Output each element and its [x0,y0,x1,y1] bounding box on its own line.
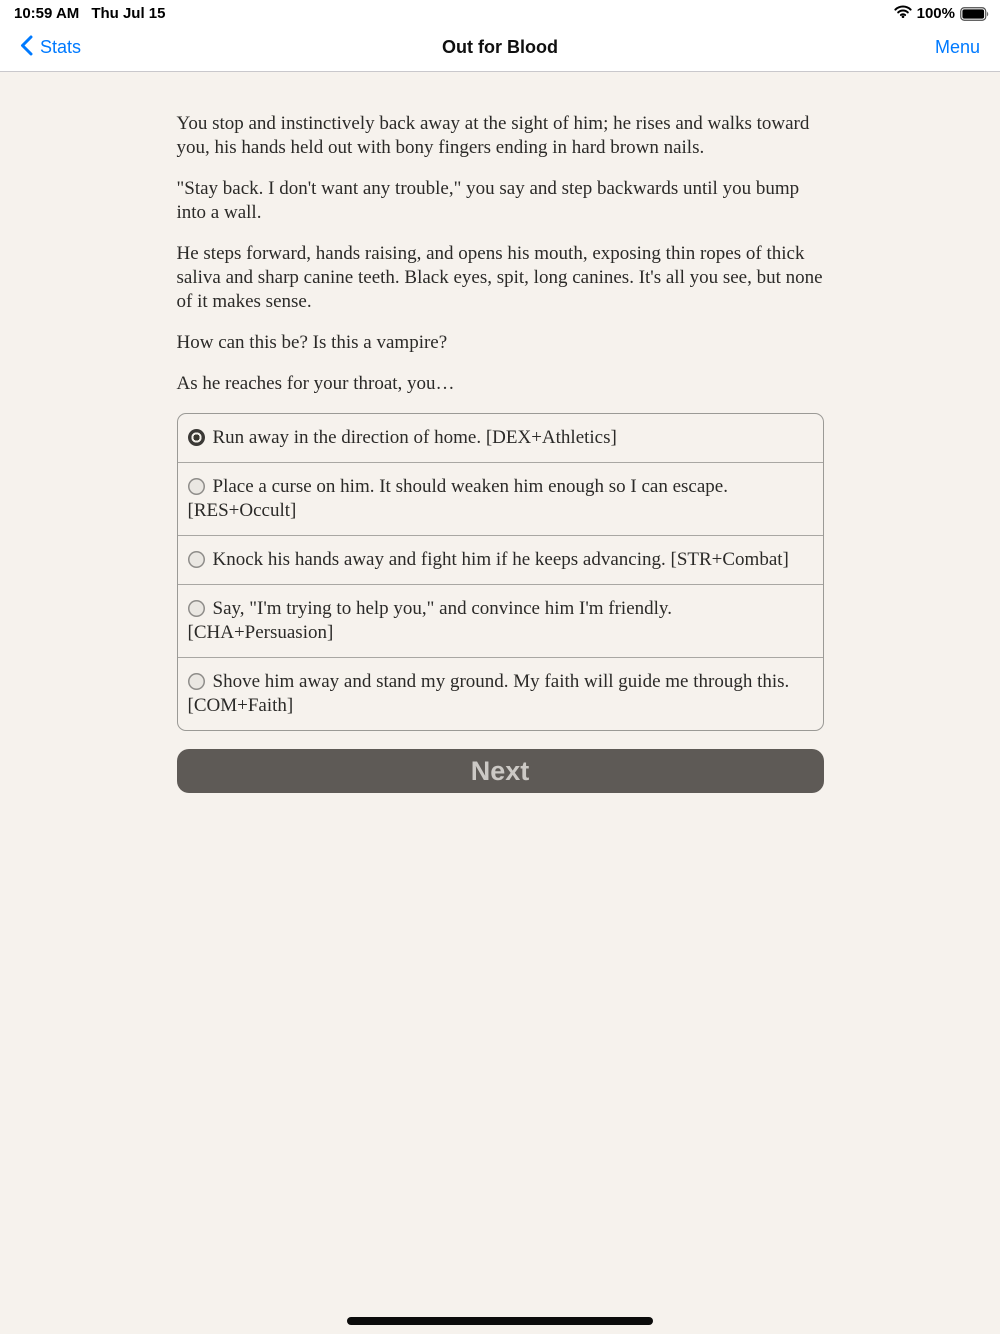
radio-unselected-icon[interactable] [188,478,205,495]
choice-option[interactable] [178,462,823,535]
back-button-label: Stats [40,37,82,57]
choice-option[interactable] [178,535,823,584]
choice-option-label: Place a curse on him. It should weaken him enough so I can escape. [RES+Occult] [187,476,728,521]
story-paragraph: As he reaches for your throat, you… [176,373,455,394]
story-paragraphs [177,112,824,396]
choice-option-label: Knock his hands away and fight him if he keeps advancing. [STR+Combat] [212,549,789,570]
status-bar [0,0,1000,24]
story-paragraph: You stop and instinctively back away at the sight of him; he rises and walks toward you, his hands held out with bony fingers ending in hard brown nails. [176,113,810,158]
choice-option[interactable] [178,657,823,730]
battery-icon [960,7,988,20]
choice-option-label: Run away in the direction of home. [DEX+Athletics] [212,427,617,448]
home-indicator-handle[interactable] [347,1317,653,1325]
story-paragraph: He steps forward, hands raising, and opens his mouth, exposing thin ropes of thick saliva and sharp canine teeth. Black eyes, spit, long canines. It's all you see, but none of it makes sense. [176,243,823,312]
radio-unselected-icon[interactable] [188,600,205,617]
page-title: Out for Blood [442,37,558,57]
next-button[interactable]: Next [177,749,824,793]
radio-unselected-icon[interactable] [188,551,205,568]
clock-time: 10:59 AM [14,5,80,22]
navigation-bar [0,24,1000,72]
menu-button[interactable]: Menu [934,37,980,57]
story-content [177,72,824,793]
radio-unselected-icon[interactable] [188,673,205,690]
story-paragraph: "Stay back. I don't want any trouble," you say and step backwards until you bump into a wall. [176,178,800,223]
wifi-icon [894,5,912,22]
choice-option-label: Shove him away and stand my ground. My faith will guide me through this. [COM+Faith] [187,671,790,716]
story-paragraph: How can this be? Is this a vampire? [176,332,448,353]
battery-percent: 100% [916,5,955,22]
radio-selected-icon[interactable] [188,429,205,446]
chevron-left-icon [20,35,33,61]
choice-option[interactable] [178,584,823,657]
choice-option[interactable] [178,414,823,462]
back-button-stats[interactable] [20,35,81,61]
clock-date: Thu Jul 15 [91,5,166,22]
choice-group [177,413,824,731]
choice-option-label: Say, "I'm trying to help you," and convince him I'm friendly. [CHA+Persuasion] [187,598,672,643]
